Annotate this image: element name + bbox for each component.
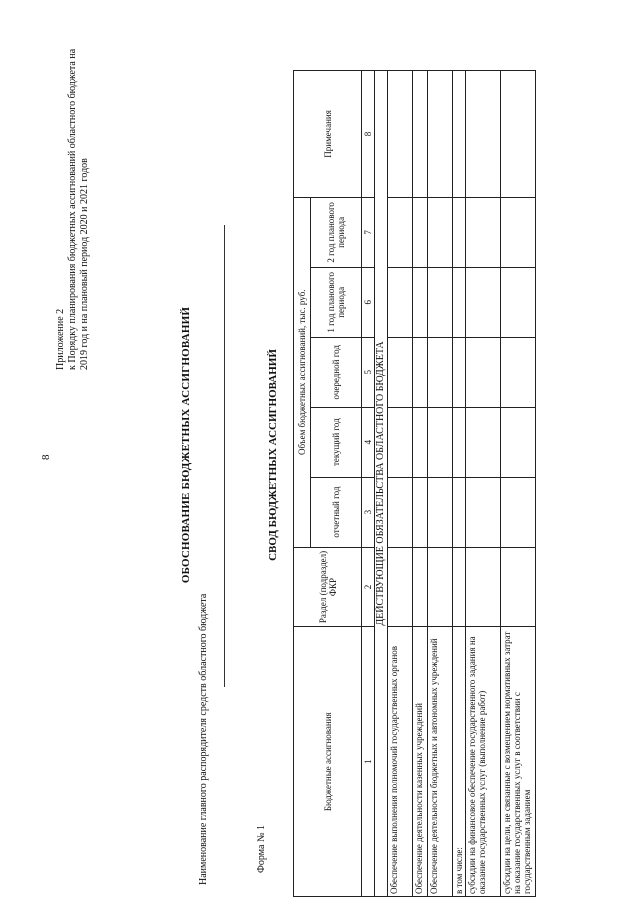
col-number: 4 — [362, 407, 375, 477]
gov-fill-line — [224, 225, 225, 687]
header-plan-year-2: 2 год планового периода — [311, 197, 362, 267]
col-number: 5 — [362, 337, 375, 407]
header-volume-group: Объем бюджетных ассигнований, тыс. руб. — [294, 197, 311, 547]
table-row — [466, 71, 501, 897]
header-next-year: очередной год — [311, 337, 362, 407]
row-label: субсидии на финансовое обеспечение государственного задания на оказание государственных услуг (выполнение работ) — [466, 627, 501, 897]
header-row-1 — [294, 71, 311, 897]
col-number: 2 — [362, 547, 375, 627]
row-label: Обеспечение выполнения полномочий государственных органов — [388, 627, 413, 897]
table-subtitle: СВОД БЮДЖЕТНЫХ АССИГНОВАНИЙ — [267, 349, 279, 561]
row-label: в том числе: — [453, 627, 466, 897]
gov-label: Наименование главного распорядителя средств областного бюджета — [198, 593, 209, 885]
col-number: 3 — [362, 477, 375, 547]
col-number: 1 — [362, 627, 375, 897]
budget-table — [293, 70, 536, 897]
header-section-fkr: Раздел (подраздел) ФКР — [294, 547, 362, 627]
appendix-block — [55, 40, 91, 370]
table-row — [388, 71, 413, 897]
row-label: Обеспечение деятельности бюджетных и автономных учреждений — [428, 627, 453, 897]
header-notes: Примечания — [294, 71, 362, 198]
table-row — [413, 71, 428, 897]
page-number: 8 — [40, 454, 52, 460]
table-row — [428, 71, 453, 897]
table-row — [453, 71, 466, 897]
header-report-year: отчетный год — [311, 477, 362, 547]
header-budget: Бюджетные ассигнования — [294, 627, 362, 897]
row-label: Обеспечение деятельности казенных учреждений — [413, 627, 428, 897]
header-current-year: текущий год — [311, 407, 362, 477]
col-number: 7 — [362, 197, 375, 267]
form-label: Форма № 1 — [256, 825, 267, 873]
row-label: субсидии на цели, не связанные с возмещением нормативных затрат на оказание государственных услуг в соответствии с государственным заданием — [501, 627, 536, 897]
section-row — [375, 71, 388, 897]
column-number-row — [362, 71, 375, 897]
col-number: 6 — [362, 267, 375, 337]
col-number: 8 — [362, 71, 375, 198]
main-title: ОБОСНОВАНИЕ БЮДЖЕТНЫХ АССИГНОВАНИЙ — [180, 306, 192, 584]
appendix-title: Приложение 2 — [55, 308, 66, 370]
table-row — [501, 71, 536, 897]
header-plan-year-1: 1 год планового периода — [311, 267, 362, 337]
appendix-text: к Порядку планирования бюджетных ассигнований областного бюджета на 2019 год и на плановый период 2020 и 2021 годов — [67, 48, 90, 370]
section-title: ДЕЙСТВУЮЩИЕ ОБЯЗАТЕЛЬСТВА ОБЛАСТНОГО БЮДЖЕТА — [375, 71, 388, 897]
